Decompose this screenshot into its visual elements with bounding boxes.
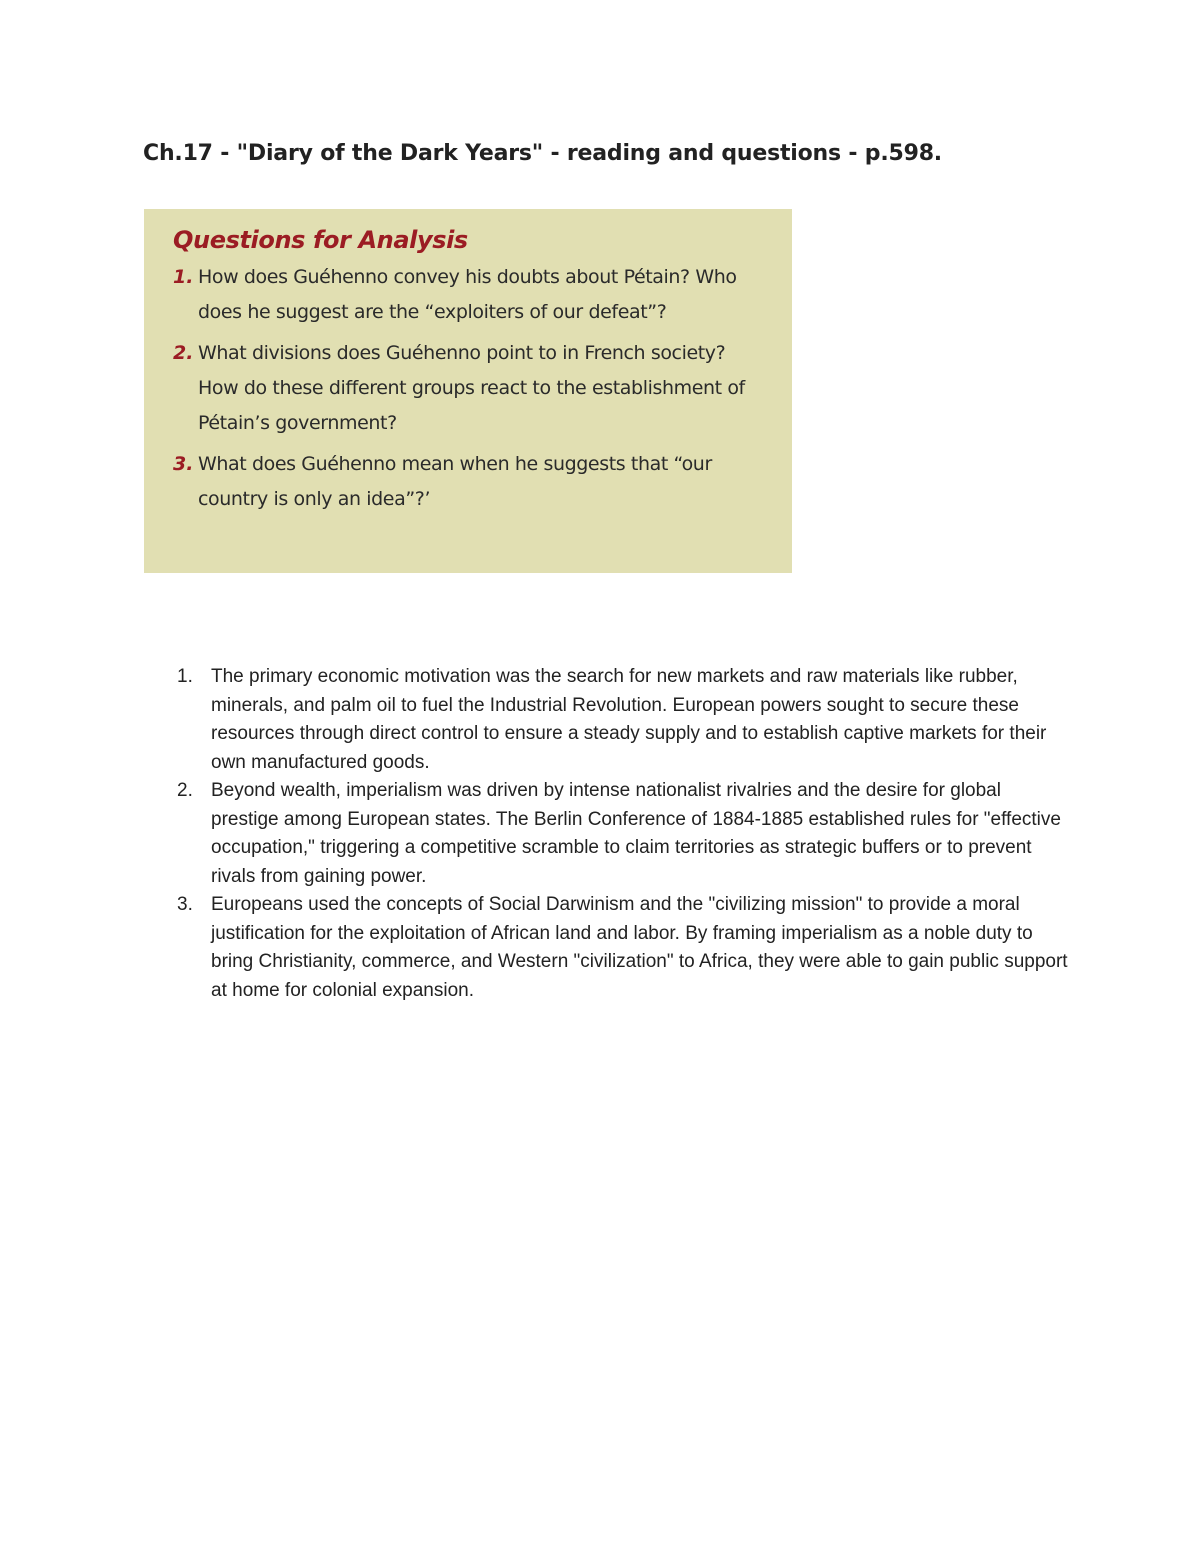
- questions-list: [173, 260, 766, 517]
- answer-number: 1.: [177, 666, 193, 687]
- answer-item: [171, 891, 1071, 1005]
- question-text: What divisions does Guéhenno point to in French society? How do these different groups react to the establishment of Pétain’s government?: [198, 342, 745, 434]
- answer-text: The primary economic motivation was the search for new markets and raw materials like rubber, minerals, and palm oil to fuel the Industrial Revolution. European powers sought to secure these resources through direct control to ensure a steady supply and to establish captive markets for their own manufactured goods.: [211, 666, 1047, 773]
- answer-number: 3.: [177, 894, 193, 915]
- answer-text: Europeans used the concepts of Social Darwinism and the "civilizing mission" to provide a moral justification for the exploitation of African land and labor. By framing imperialism as a noble duty to bring Christianity, commerce, and Western "civilization" to Africa, they were able to gain public support at home for colonial expansion.: [211, 894, 1068, 1001]
- question-item: [173, 260, 766, 330]
- question-number: 1.: [173, 266, 194, 288]
- question-number: 3.: [173, 453, 194, 475]
- answer-item: [171, 777, 1071, 891]
- answer-item: [171, 663, 1071, 777]
- question-text: What does Guéhenno mean when he suggests that “our country is only an idea”?’: [198, 453, 712, 510]
- answer-number: 2.: [177, 780, 193, 801]
- question-item: [173, 336, 766, 441]
- question-number: 2.: [173, 342, 194, 364]
- page-title: Ch.17 - "Diary of the Dark Years" - reading and questions - p.598.: [143, 141, 942, 166]
- answers-list: [171, 663, 1071, 1005]
- questions-for-analysis-image: [144, 209, 792, 573]
- question-text: How does Guéhenno convey his doubts about Pétain? Who does he suggest are the “exploiters of our defeat”?: [198, 266, 737, 323]
- question-item: [173, 447, 766, 517]
- questions-heading: Questions for Analysis: [173, 226, 468, 254]
- answer-text: Beyond wealth, imperialism was driven by intense nationalist rivalries and the desire for global prestige among European states. The Berlin Conference of 1884-1885 established rules for "effective occupation," triggering a competitive scramble to claim territories as strategic buffers or to prevent rivals from gaining power.: [211, 780, 1061, 887]
